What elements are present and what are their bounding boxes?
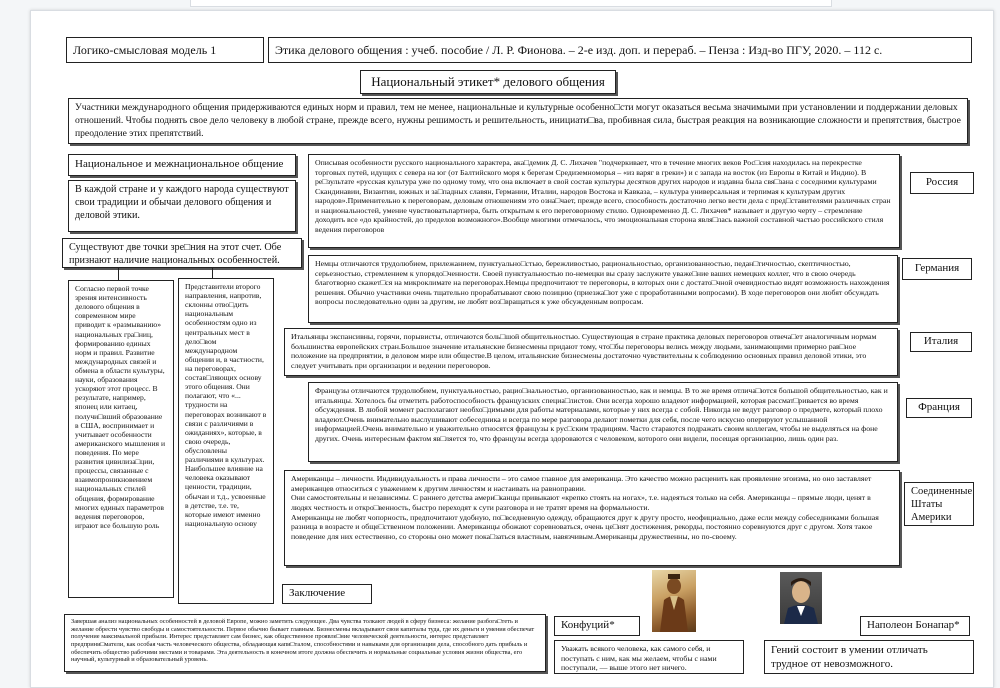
model-title: Логико-смысловая модель 1	[66, 37, 264, 63]
france-text: Французы отличаются трудолюбием, пунктуальностью, рацио□нальностью, организованностью, как и немцы. В то же время отлича□ются большой общительностью, как и итальянцы. Хотелось бы отметить работоспособность французских специа□листов. Они всегда хорошо владеют информацией, которая рассмат□ривается во время обсуждения. В любой момент располагают необхо□димыми для работы материалами, которые у них всегда с собой. Никогда не ведут разговор о предмете, который плохо владеют.Очень внимательно выслушивают собеседника и всегда по мере разговора делают пометки для себя, после чего искусно оперируют услышанной информацией.Очень внимательно и уважительно относятся французы к рус□ским традициям. Часто стараются подражать своим коллегам, чтобы не выделяться на фоне других. Очень интересным фактом яв□ляется то, что французы всегда здороваются с человеком, которого они видели, посещая организацию, лишь один раз.	[308, 382, 898, 462]
confucius-figure-icon	[652, 570, 696, 632]
usa-text	[284, 470, 900, 566]
connector-line	[118, 268, 119, 280]
confucius-quote: Уважать всякого человека, как самого себя, и поступать с ним, как мы желаем, чтобы с нами поступали, — выше этого нет ничего.	[554, 640, 744, 674]
main-title: Национальный этикет* делового общения	[360, 70, 616, 94]
previous-page-edge	[190, 0, 832, 7]
usa-paragraph: Американцы – личности. Индивидуальность и права личности – это самое главное для американца. Это качество можно расценить как проявление эгоизма, но оно заставляет американцев относиться с уважением к другим личностям и настаивать на равноправии.	[291, 474, 872, 493]
germany-label: Германия	[902, 258, 972, 280]
usa-paragraph: Они самостоятельны и независимы. С раннего детства амери□канцы привыкают «крепко стоять на ногах», т.е. надеяться только на себя. Американцы – прямые люди, ценят в людях честность и откро□венность, быстро переходят к сути разговора и не тратят время на формальности.	[291, 493, 871, 512]
traditions-box: В каждой стране и у каждого народа существуют свои традиции и обычаи делового общения и деловой этики.	[68, 180, 296, 232]
napoleon-portrait	[780, 572, 822, 624]
germany-text: Немцы отличаются трудолюбием, прилежанием, пунктуально□стью, бережливостью, рациональностью, организованностью, педан□тичностью, скептичностью, серьезностью, стремлением к упорядо□ченности. Своей пунктуальностью по-немецки вы сразу заслужите уваже□ние ваших немецких коллег, что в свою очередь благотворно скажет□ся на микроклимате на переговорах.Немцы предпочитают те переговоры, в которых они с достато□чной очевидностью видят возможность нахождения решения. Обычно участники очень тщательно прорабатывают свою позицию (приезжа□ют уже с проработанными вопросами). В ходе переговоров они любят обсуждать вопросы последовательно один за другим, не любят воз□вращаться к уже обсужденным вопросам.	[308, 255, 898, 323]
russia-label: Россия	[910, 172, 974, 194]
russia-text: Описывая особенности русского национального характера, ака□демик Д. С. Лихачев "подчеркивает, что в течение многих веков Рос□сия находилась на перекрестке торговых путей, идущих с севера на юг (от Балтийского моря к берегам Средиземноморья – «из варяг в греки») и с запада на восток (из Европы в Китай и Индию). В ре□зультате «русская культура уже по одному тому, что она включает в свой состав культуры десятков других народов и издавна была свя□зана с соседними культурами Скандинавии, Византии, южных и за□падных славян, Германии, Италии, народов Востока и Кавказа, – культура универсальная и терпимая к культурам других народов».Применительно к переговорам, деловым отношениям это озна□чает, прежде всего, способность достаточно легко вести дела с пред□ставителями различных стран и национальностей, умение чувствоватьпартнера, быть открытым к его переговорному стилю. Одновременно Д. С. Лихачев* называет и другую черту – стремление доходить все «до крайностей, до пределов возможного».Вообще многими отмечалось, что эмоциональная сторона явля□лась важной составной частью российского стиля ведения переговоров	[308, 154, 900, 248]
confucius-portrait	[652, 570, 696, 632]
italy-label: Италия	[910, 332, 972, 352]
napoleon-figure-icon	[780, 572, 822, 624]
france-label: Франция	[906, 398, 972, 418]
confucius-label: Конфуций*	[554, 616, 640, 636]
usa-paragraph: Американцы не любят чопорность, предпочитают удобную, по□вседневную одежду, обращаются друг к другу просто, неофициально, даже если между собеседниками большая разница в возрасте и обще□ственном положении. Американцы обожают соревноваться, очень це□нят достижения, рекорды, постоянно соревнуются друг с другом. Хотя такое поведение для них естественно, со стороны оно может пока□заться властным, навязчивым.Американцы дружественны, но по-своему.	[291, 512, 879, 541]
source-citation: Этика делового общения : учеб. пособие / Л. Р. Фионова. – 2-е изд. доп. и перераб. – Пенза : Изд-во ПГУ, 2020. – 112 с.	[268, 37, 972, 63]
intro-text: Участники международного общения придерживаются единых норм и правил, тем не менее, национальные и культурные особенно□сти могут оказаться весьма значимыми при установлении и поддержании деловых отношений. Чтобы поднять свое дело человеку в любой стране, прежде всего, нужны решимость и решительность, инициати□ва, пробивная сила, быстрая реакция на возникающие сложности и препятствия, быстрое преодоление этих препятствий.	[68, 98, 968, 144]
second-view-box: Представители второго направления, напротив, склонны отво□дить национальным особенностям одно из центральных мест в дело□вом международном общении и, в частности, на переговорах, состав□ляющих основу этого общения. Они полагают, что «... трудности на переговорах возникают в связи с различиями в ожиданиях», которые, в свою очередь, обусловлены различиями в культурах. Наибольшее влияние на человека оказывают ценности, традиции, обычаи и т.д., усвоенные в детстве, т.е. те, которые имеют именно национальную основу	[178, 278, 274, 604]
two-views-box: Существуют две точки зре□ния на этот счет. Обе признают наличие национальных особенностей.	[62, 238, 302, 268]
connector-line	[212, 268, 213, 278]
napoleon-label: Наполеон Бонапар*	[860, 616, 970, 636]
first-view-box: Согласно первой точке зрения интенсивность делового общения в современном мире приводит к «размыванию» национальных гра□ниц, формированию единых норм и правил. Развитие международных связей и обмена в области культуры, науки, образования ускоряют этот процесс. В результате, например, японец или китаец, получи□вший образование в США, воспринимает и учитывает особенности американского мышления и поведения. По мере развития цивилиза□ции, процессы, связанные с взаимопроникновением национальных стилей общения, формирование многих единых параметров ведения переговоров, играют все большую роль	[68, 280, 174, 598]
napoleon-quote: Гений состоит в умении отличать трудное от невозможного.	[764, 640, 974, 674]
italy-text: Итальянцы экспансивны, горячи, порывисты, отличаются боль□шой общительностью. Существующая в стране практика деловых переговоров отвеча□ет аналогичным нормам большинства европейских стран.Большое значение итальянские бизнесмены придают тому, что□бы переговоры велись между людьми, занимающими примерно рав□ное положение на предприятии, в деловом мире или обществе.В целом, итальянские бизнесмены достаточно чувствительны к соблюдению основных правил деловой этики, это следует учитывать при организации и ведении переговоров.	[284, 328, 898, 376]
conclusion-label: Заключение	[282, 584, 372, 604]
usa-label: Соединенные Штаты Америки	[904, 482, 974, 526]
section-national-communication: Национальное и межнациональное общение	[68, 154, 296, 176]
conclusion-text: Завершая анализ национальных особенностей в деловой Европе, можно заметить следующее. Два чувства толкают людей в сферу бизнеса: желание разбога□теть и желание обрести чувство свободы и самостоятельности. Первое обычно бывает главным. Бизнесмены вкладывают свои капиталы туда, где их деньги и умения обеспечат получение максимальной прибыли. Интерес представляет сам бизнес, как общественное проявле□ние человеческой деятельности, интерес представляет предприни□матели, как особая часть человеческого общества, обладающая капи□талом, способностями и навыками для организации дела, способного дать прибыль и обеспечить общество рабочими местами и товарами. Эта деятельность в конечном итоге должна обеспечить и нормальные социальные условия жизни общества, его научный, культурный и образовательный уровень.	[64, 614, 546, 672]
